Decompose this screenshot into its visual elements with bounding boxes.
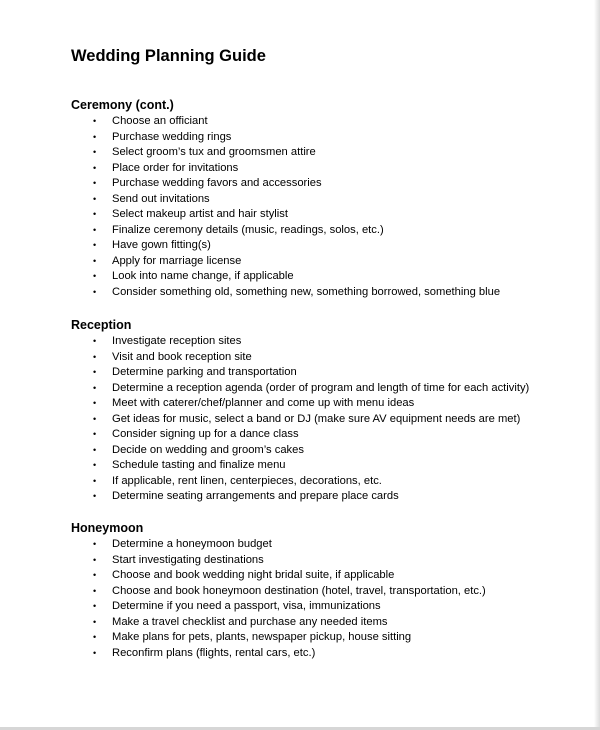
list-item-text: Investigate reception sites [112,335,242,347]
bullet-icon: • [93,601,97,611]
list-item-text: Apply for marriage license [112,254,242,267]
section-honeymoon [71,519,591,661]
bullet-icon: • [93,475,97,486]
list-item [71,553,591,569]
list-item-text: Schedule tasting and finalize menu [112,459,286,471]
list-item [71,489,591,505]
list-item-text: Start investigating destinations [112,553,264,566]
section-heading: Ceremony (cont.) [71,98,174,112]
list-item [71,145,591,161]
list-item-text: Determine a honeymoon budget [112,538,272,550]
list-item [71,646,591,662]
list-item [71,427,591,443]
list-item [71,396,591,412]
bullet-icon: • [93,271,97,281]
bullet-icon: • [93,444,97,455]
bullet-icon: • [93,632,97,642]
honeymoon-checklist [71,537,591,661]
bullet-icon: • [93,413,97,424]
bullet-icon: • [93,240,97,250]
list-item-text: If applicable, rent linen, centerpieces, decorations, etc. [112,474,382,487]
list-item [71,568,591,584]
list-item-text: Reconfirm plans (flights, rental cars, etc.) [112,646,316,659]
list-item [71,537,591,553]
section-ceremony [71,96,591,300]
bullet-icon: • [93,616,97,627]
bullet-icon: • [93,491,97,501]
list-item [71,350,591,366]
list-item-text: Meet with caterer/chef/planner and come up with menu ideas [112,397,415,409]
list-item-text: Determine a reception agenda (order of program and length of time for each activity) [112,381,530,394]
list-item-text: Make plans for pets, plants, newspaper pickup, house sitting [112,631,412,643]
reception-checklist [71,334,591,505]
bullet-icon: • [93,116,97,126]
list-item-text: Look into name change, if applicable [112,270,294,282]
list-item [71,207,591,223]
list-item-text: Choose and book honeymoon destination (hotel, travel, transportation, etc.) [112,584,486,597]
list-item [71,334,591,350]
list-item-text: Consider signing up for a dance class [112,428,299,440]
list-item [71,458,591,474]
bullet-icon: • [93,255,97,266]
list-item [71,254,591,270]
list-item-text: Select groom’s tux and groomsmen attire [112,146,316,158]
list-item [71,192,591,208]
list-item [71,238,591,254]
bullet-icon: • [93,460,97,470]
bullet-icon: • [93,647,97,658]
list-item [71,615,591,631]
section-heading: Honeymoon [71,521,144,535]
list-item [71,365,591,381]
list-item-text: Purchase wedding rings [112,130,232,143]
bullet-icon: • [93,398,97,408]
bullet-icon: • [93,367,97,377]
bullet-icon: • [93,429,97,439]
list-item-text: Determine seating arrangements and prepare place cards [112,490,399,502]
list-item-text: Get ideas for music, select a band or DJ (make sure AV equipment needs are met) [112,412,521,425]
list-item-text: Choose and book wedding night bridal suite, if applicable [112,569,395,581]
list-item-text: Decide on wedding and groom’s cakes [112,443,304,456]
section-heading: Reception [71,318,132,332]
bullet-icon: • [93,162,97,173]
list-item [71,443,591,459]
page-edge-shadow [594,0,600,730]
list-item-text: Finalize ceremony details (music, readings, solos, etc.) [112,223,384,236]
list-item-text: Determine parking and transportation [112,366,297,378]
list-item-text: Send out invitations [112,192,210,205]
bullet-icon: • [93,286,97,297]
list-item-text: Visit and book reception site [112,350,252,363]
bullet-icon: • [93,209,97,219]
section-reception [71,316,591,505]
document-title: Wedding Planning Guide [71,47,266,65]
bullet-icon: • [93,178,97,188]
bullet-icon: • [93,539,97,549]
bullet-icon: • [93,351,97,362]
list-item-text: Choose an officiant [112,115,208,127]
bullet-icon: • [93,193,97,204]
list-item-text: Have gown fitting(s) [112,239,211,251]
bullet-icon: • [93,147,97,157]
list-item [71,630,591,646]
list-item [71,130,591,146]
list-item [71,114,591,130]
list-item-text: Place order for invitations [112,161,239,174]
bullet-icon: • [93,131,97,142]
bullet-icon: • [93,570,97,580]
list-item-text: Purchase wedding favors and accessories [112,177,322,189]
list-item-text: Determine if you need a passport, visa, immunizations [112,600,381,612]
list-item [71,285,591,301]
bullet-icon: • [93,224,97,235]
list-item [71,161,591,177]
list-item [71,474,591,490]
list-item [71,412,591,428]
list-item [71,381,591,397]
list-item [71,584,591,600]
list-item-text: Select makeup artist and hair stylist [112,208,288,220]
bullet-icon: • [93,382,97,393]
bullet-icon: • [93,554,97,565]
bullet-icon: • [93,336,97,346]
list-item-text: Consider something old, something new, something borrowed, something blue [112,285,501,298]
bullet-icon: • [93,585,97,596]
ceremony-checklist [71,114,591,300]
list-item [71,223,591,239]
list-item [71,599,591,615]
list-item-text: Make a travel checklist and purchase any needed items [112,615,388,628]
list-item [71,176,591,192]
list-item [71,269,591,285]
